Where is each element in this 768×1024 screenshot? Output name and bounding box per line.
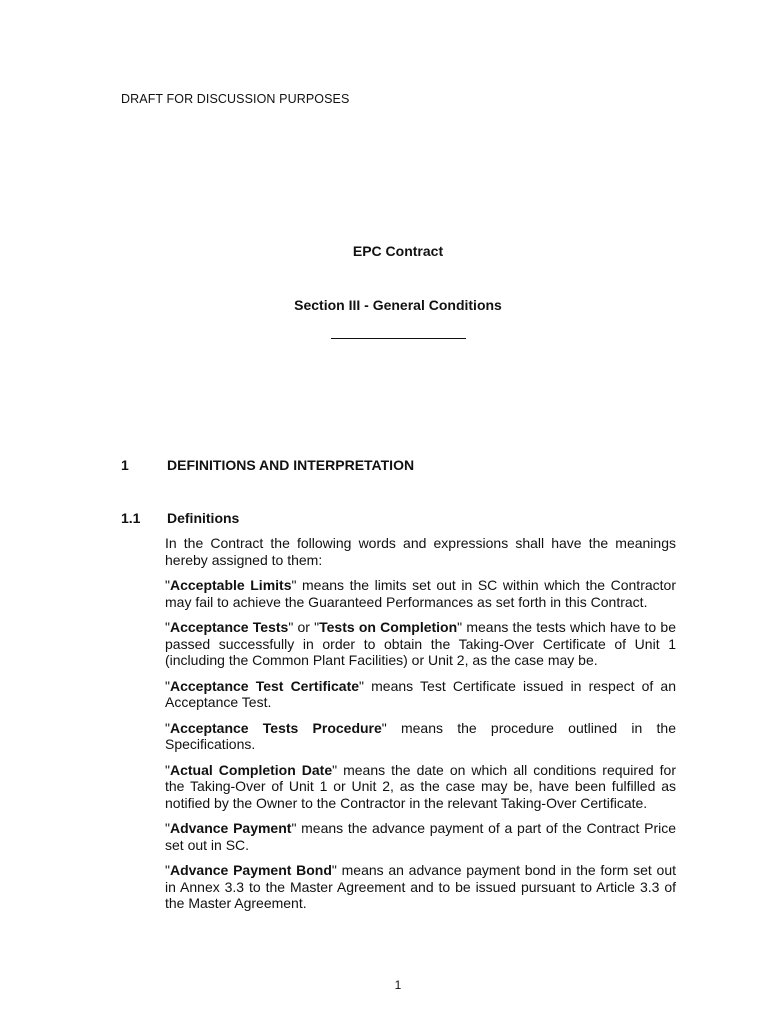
- page-number: 1: [394, 978, 402, 992]
- definition-actual-completion-date: [165, 762, 676, 812]
- heading-1-1-number: 1.1: [121, 510, 141, 526]
- definition-text: ": [165, 862, 170, 878]
- definitions-body: [165, 535, 676, 921]
- definition-term: Acceptance Test Certificate: [169, 677, 360, 694]
- definition-text: " means the advance payment of a part of the Contract Price set out in SC.: [165, 820, 676, 853]
- document-title: EPC Contract: [352, 243, 444, 259]
- definition-text: " means the date on which all conditions required for the Taking-Over of Unit 1 or Unit 2, as the case may be, have been fulfilled as notified by the Owner to the Contractor in the relevant Taking-Over Certificate.: [165, 761, 676, 811]
- definition-term: Acceptance Tests: [169, 619, 289, 635]
- heading-1-label: DEFINITIONS AND INTERPRETATION: [167, 457, 415, 473]
- definition-text: " means the tests which have to be passed successfully in order to obtain the Taking-Over Certificate of Unit 1 (including the Common Plant Facilities) or Unit 2, as the case may be.: [165, 619, 676, 668]
- definition-text: " means the limits set out in SC within which the Contractor may fail to achieve the Guaranteed Performances as set forth in this Contract.: [165, 577, 676, 610]
- definition-advance-payment-bond: [165, 862, 676, 912]
- definition-text: ": [165, 820, 170, 836]
- definition-text: " or ": [288, 619, 320, 635]
- definition-text: " means the procedure outlined in the Specifications.: [165, 719, 676, 752]
- definition-text: ": [165, 761, 170, 778]
- title-underline-divider: [331, 338, 466, 339]
- definition-text: " means an advance payment bond in the form set out in Annex 3.3 to the Master Agreement and to be issued pursuant to Article 3.3 of the Master Agreement.: [165, 862, 676, 911]
- definition-advance-payment: [165, 820, 676, 853]
- draft-label: DRAFT FOR DISCUSSION PURPOSES: [121, 92, 350, 106]
- definition-text: ": [165, 577, 170, 593]
- definition-term: Actual Completion Date: [169, 761, 333, 778]
- definition-term: Tests on Completion: [319, 619, 458, 635]
- intro-paragraph: In the Contract the following words and expressions shall have the meanings hereby assigned to them:: [165, 535, 676, 568]
- heading-1-number: 1: [121, 457, 129, 473]
- definition-acceptance-tests: [165, 619, 676, 669]
- definition-term: Acceptable Limits: [169, 577, 292, 593]
- definition-text: ": [165, 719, 170, 736]
- heading-1-1-label: Definitions: [167, 510, 240, 526]
- definition-acceptance-tests-procedure: [165, 720, 676, 753]
- definition-text: ": [165, 677, 170, 694]
- section-title: Section III - General Conditions: [294, 297, 502, 313]
- definition-term: Advance Payment Bond: [169, 862, 332, 878]
- definition-acceptable-limits: [165, 577, 676, 610]
- definition-acceptance-test-certificate: [165, 678, 676, 711]
- definition-text: " means Test Certificate issued in respect of an Acceptance Test.: [165, 677, 676, 710]
- definition-term: Acceptance Tests Procedure: [169, 719, 382, 736]
- definition-term: Advance Payment: [169, 820, 292, 836]
- definition-text: ": [165, 619, 170, 635]
